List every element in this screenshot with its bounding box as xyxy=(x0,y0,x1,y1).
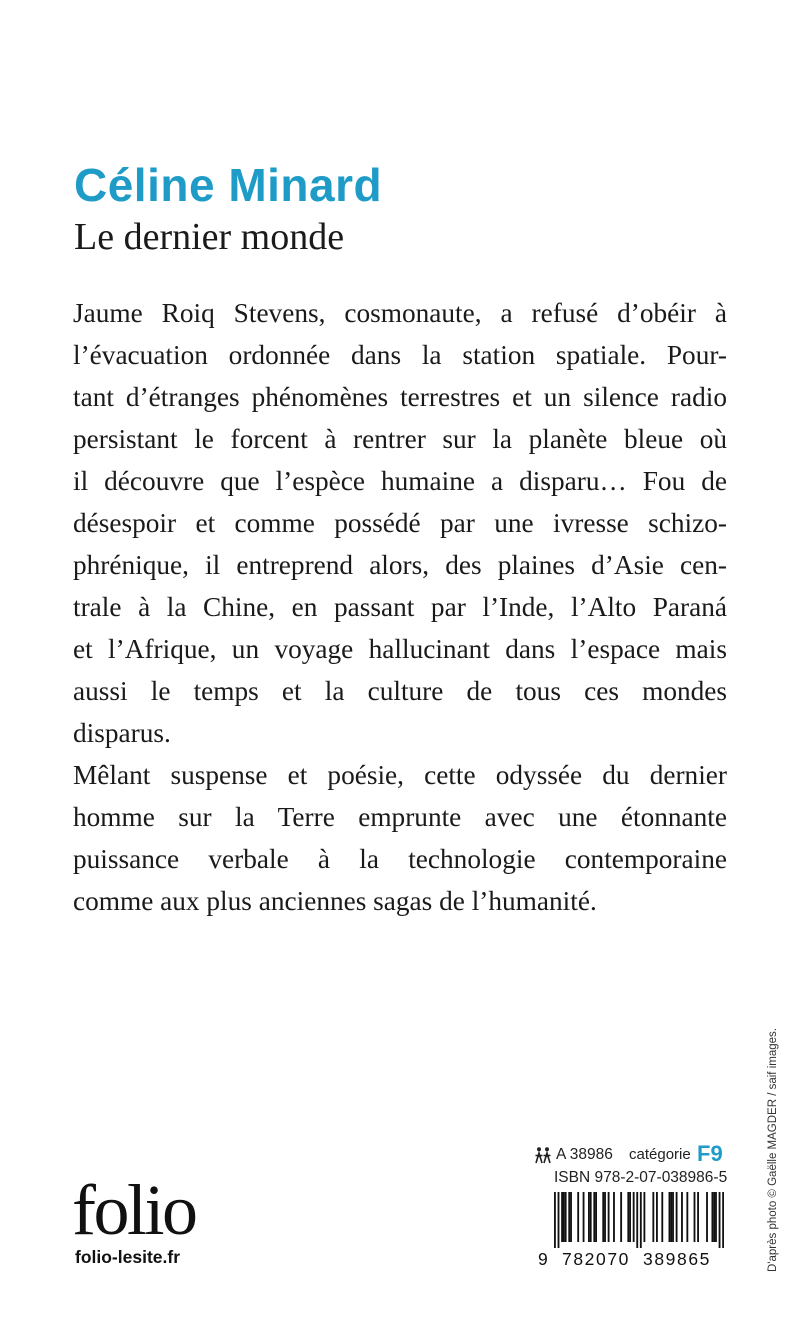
barcode-bar xyxy=(670,1192,672,1242)
barcode-bar xyxy=(620,1192,622,1242)
blurb-line: persistant le forcent à rentrer sur la planète bleue où xyxy=(73,424,727,454)
barcode-bar xyxy=(711,1192,713,1242)
barcode-bar xyxy=(669,1192,671,1242)
book-title: Le dernier monde xyxy=(74,216,345,258)
folio-pair-figures-icon xyxy=(534,1146,552,1164)
barcode-bar xyxy=(593,1192,595,1242)
barcode-bar xyxy=(554,1192,556,1248)
barcode-bar xyxy=(656,1192,658,1242)
barcode-bar xyxy=(563,1192,565,1242)
barcode-bar xyxy=(590,1192,592,1242)
blurb-paragraph xyxy=(73,754,727,922)
folio-logo: folio xyxy=(72,1170,196,1250)
barcode-bar xyxy=(636,1192,638,1248)
blurb-line: aussi le temps et la culture de tous ces mondes xyxy=(73,676,727,706)
barcode-bar xyxy=(568,1192,570,1242)
barcode-bar xyxy=(633,1192,635,1242)
barcode-bar xyxy=(713,1192,715,1242)
barcode-bar xyxy=(694,1192,696,1242)
barcode-bar xyxy=(686,1192,688,1242)
barcode-bar xyxy=(595,1192,597,1242)
barcode-bar xyxy=(570,1192,572,1242)
barcode-bar xyxy=(722,1192,724,1248)
photo-credit xyxy=(763,1022,783,1272)
barcode-bar xyxy=(561,1192,563,1242)
blurb-line: désespoir et comme possédé par une ivresse schizo- xyxy=(73,508,727,538)
barcode-bar xyxy=(627,1192,629,1242)
barcode-bar xyxy=(613,1192,615,1242)
barcode-bar xyxy=(697,1192,699,1242)
barcode-bar xyxy=(602,1192,604,1242)
category-label: catégorie xyxy=(629,1146,691,1163)
barcode-bar xyxy=(652,1192,654,1242)
barcode-first-digit: 9 xyxy=(538,1249,548,1269)
blurb-line: puissance verbale à la technologie contemporaine xyxy=(73,844,727,874)
blurb-line: l’évacuation ordonnée dans la station spatiale. Pour- xyxy=(73,340,727,370)
barcode-bar xyxy=(608,1192,610,1242)
barcode-bar xyxy=(588,1192,590,1242)
catalog-info xyxy=(534,1142,724,1170)
barcode-bar xyxy=(681,1192,683,1242)
barcode-bar xyxy=(565,1192,567,1242)
blurb-line: tant d’étranges phénomènes terrestres et un silence radio xyxy=(73,382,727,412)
publisher-website: folio-lesite.fr xyxy=(75,1247,181,1267)
blurb-line: Jaume Roiq Stevens, cosmonaute, a refusé d’obéir à xyxy=(73,298,727,328)
barcode-bar xyxy=(577,1192,579,1242)
barcode-bar xyxy=(715,1192,717,1242)
blurb-paragraph xyxy=(73,292,727,754)
catalog-code: A 38986 xyxy=(556,1146,613,1163)
barcode-group-left: 782070 xyxy=(562,1249,630,1269)
back-cover-blurb xyxy=(73,292,727,922)
barcode-bar xyxy=(643,1192,645,1242)
barcode-bar xyxy=(672,1192,674,1242)
blurb-line: il découvre que l’espèce humaine a disparu… Fou de xyxy=(73,466,727,496)
barcode-bar xyxy=(604,1192,606,1242)
barcode-bars xyxy=(554,1192,724,1248)
barcode-bar xyxy=(719,1192,721,1248)
barcode-bar xyxy=(629,1192,631,1242)
blurb-line: et l’Afrique, un voyage hallucinant dans l’espace mais xyxy=(73,634,727,664)
author-name: Céline Minard xyxy=(74,159,383,211)
barcode-bar xyxy=(706,1192,708,1242)
barcode-bar xyxy=(640,1192,642,1248)
barcode-group-right: 389865 xyxy=(643,1249,711,1269)
blurb-line: Mêlant suspense et poésie, cette odyssée du dernier xyxy=(73,760,727,790)
blurb-line: homme sur la Terre emprunte avec une étonnante xyxy=(73,802,727,832)
barcode-bar xyxy=(661,1192,663,1242)
category-code: F9 xyxy=(697,1141,723,1166)
isbn: ISBN 978-2-07-038986-5 xyxy=(554,1169,728,1186)
barcode-bar xyxy=(583,1192,585,1242)
blurb-line: disparus. xyxy=(73,718,171,748)
blurb-line: phrénique, il entreprend alors, des plaines d’Asie cen- xyxy=(73,550,727,580)
barcode-bar xyxy=(558,1192,560,1248)
blurb-line: comme aux plus anciennes sagas de l’humanité. xyxy=(73,886,597,916)
blurb-line: trale à la Chine, en passant par l’Inde, l’Alto Paraná xyxy=(73,592,727,622)
photo-credit-text: D'après photo © Gaëlle MAGDER / saif images. xyxy=(767,1028,779,1272)
barcode-bar xyxy=(676,1192,678,1242)
